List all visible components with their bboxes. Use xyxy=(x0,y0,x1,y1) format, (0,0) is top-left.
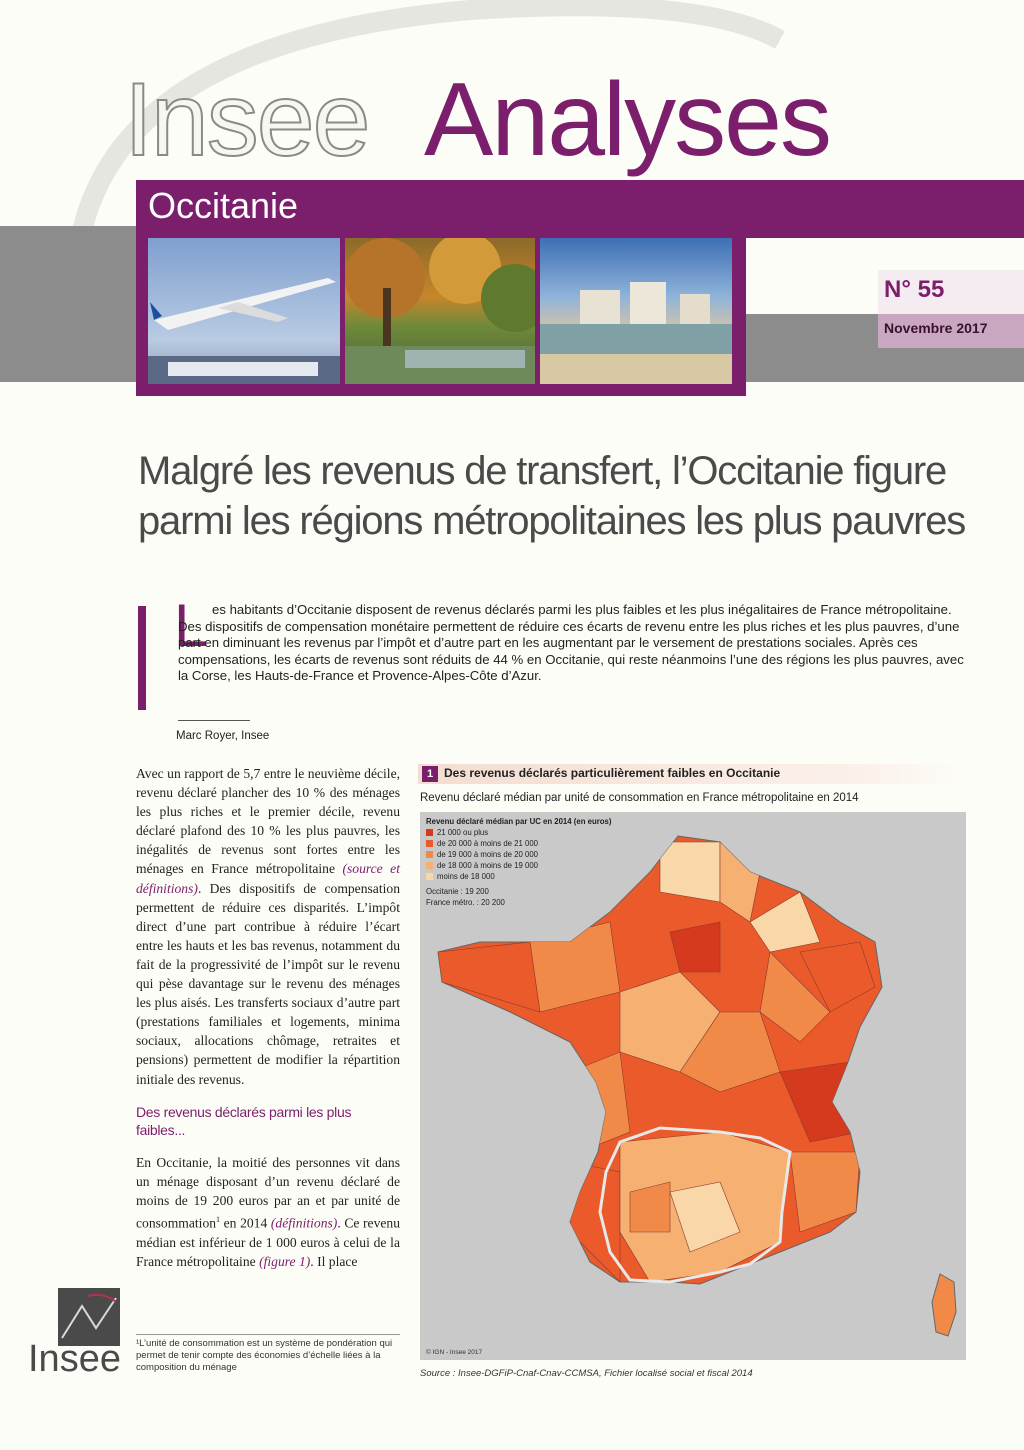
map-credit: © IGN - Insee 2017 xyxy=(426,1349,483,1356)
body-paragraph-2 xyxy=(136,1153,400,1271)
intro-paragraph: es habitants d’Occitanie disposent de revenus déclarés parmi les plus faibles et les plus inégalitaires de France métropolitaine. Des dispositifs de compensation monétaire permettent de réduire ces écarts de revenu entre les plus riches et les plus pauvres, d’une part en diminuant les revenus par l’impôt et d’autre part en les augmentant par le versement de prestations sociales. Après ces compensations, les écarts de revenus sont réduits de 44 % en Occitanie, qui reste néanmoins l’une des régions les plus pauvres, avec la Corse, les Hauts-de-France et Provence-Alpes-Côte d’Azur. xyxy=(178,602,964,683)
footer-logo-text: Insee xyxy=(28,1338,121,1380)
author-rule xyxy=(178,720,250,721)
body-column xyxy=(136,764,400,1271)
photo-beach xyxy=(540,238,732,384)
link-definitions[interactable]: (définitions) xyxy=(270,1215,338,1231)
region-title: Occitanie xyxy=(148,185,299,226)
p2-text-d: . Il place xyxy=(310,1253,358,1269)
body-paragraph-1 xyxy=(136,764,400,1089)
legend-label: de 19 000 à moins de 20 000 xyxy=(437,850,539,859)
figure-subtitle: Revenu déclaré médian par unité de consommation en France métropolitaine en 2014 xyxy=(420,792,859,804)
legend-swatch xyxy=(426,829,433,836)
drop-cap: L xyxy=(174,592,208,659)
p2-text-b: en 2014 xyxy=(220,1215,271,1231)
p1-text-b: . Des dispositifs de compensation permettent de réduire ces disparités. L’impôt direct d’une part contribue à réduire l’écart entre les hauts et les bas revenus, notamment du fait de la progressivité de l’impôt sur le revenu qui pèse davantage sur le revenu des ménages les plus aisés. Les transferts sociaux d’autre part (prestations familiales et logements, minima sociaux, allocations chômage, retraites et pensions) permettent de modifier la répartition initiale des revenus. xyxy=(136,880,400,1087)
choropleth-map xyxy=(420,812,966,1360)
footnote-marker[interactable]: 1 xyxy=(216,1214,221,1224)
legend-item xyxy=(426,849,611,860)
link-figure-1[interactable]: (figure 1) xyxy=(259,1253,311,1269)
brand-insee: Insee xyxy=(124,62,369,178)
photo-airplane xyxy=(148,238,340,384)
legend-item xyxy=(426,838,611,849)
footnote: ¹L’unité de consommation est un système de pondération qui permet de tenir compte des économies d’échelle liées à la composition du ménage xyxy=(136,1338,393,1373)
legend-swatch xyxy=(426,840,433,847)
legend-label: 21 000 ou plus xyxy=(437,828,489,837)
footnote-rule xyxy=(136,1334,400,1335)
grey-band-left xyxy=(0,226,136,382)
headline: Malgré les revenus de transfert, l’Occitanie figure parmi les régions métropolitaines les plus pauvres xyxy=(138,449,966,543)
link-source-definitions[interactable]: (source et définitions) xyxy=(136,861,400,896)
figure-source: Source : Insee-DGFiP-Cnaf-Cnav-CCMSA, Fichier localisé social et fiscal 2014 xyxy=(420,1368,753,1379)
legend-swatch xyxy=(426,851,433,858)
map-legend xyxy=(426,816,611,908)
legend-swatch xyxy=(426,862,433,869)
issue-number: N° 55 xyxy=(884,276,945,303)
issue-date: Novembre 2017 xyxy=(884,320,988,336)
legend-label: de 18 000 à moins de 19 000 xyxy=(437,861,539,870)
legend-title: Revenu déclaré médian par UC en 2014 (en euros) xyxy=(426,817,612,826)
legend-item xyxy=(426,860,611,871)
stat-france: France métro. : 20 200 xyxy=(426,898,505,907)
figure-number: 1 xyxy=(422,766,438,782)
p2-text-a: En Occitanie, la moitié des personnes vit dans un ménage disposant d’un revenu déclaré de moins de 19 200 euros par an et par unité de consommation xyxy=(136,1154,400,1231)
photo-park xyxy=(345,238,535,384)
section-subhead: Des revenus déclarés parmi les plus faibles... xyxy=(136,1103,352,1138)
p2-text-c: . Ce revenu médian est inférieur de 1 000 euros à celui de la France métropolitaine xyxy=(136,1215,401,1269)
brand-analyses: Analyses xyxy=(424,62,830,178)
intro-accent-bar xyxy=(138,606,146,710)
p1-text-a: Avec un rapport de 5,7 entre le neuvième décile, revenu déclaré plancher des 10 % des ménages les plus riches et le premier décile, revenu déclaré plafond des 10 % les plus pauvres, les inégalités de revenus sont fortes entre les ménages en France métropolitaine xyxy=(136,766,400,877)
author: Marc Royer, Insee xyxy=(176,730,270,742)
stat-occitanie: Occitanie : 19 200 xyxy=(426,887,489,896)
legend-label: de 20 000 à moins de 21 000 xyxy=(437,839,539,848)
legend-stats xyxy=(426,886,611,908)
legend-swatch xyxy=(426,873,433,880)
figure-title: Des revenus déclarés particulièrement faibles en Occitanie xyxy=(444,766,781,780)
legend-item xyxy=(426,871,611,882)
legend-label: moins de 18 000 xyxy=(437,872,495,881)
legend-item xyxy=(426,827,611,838)
